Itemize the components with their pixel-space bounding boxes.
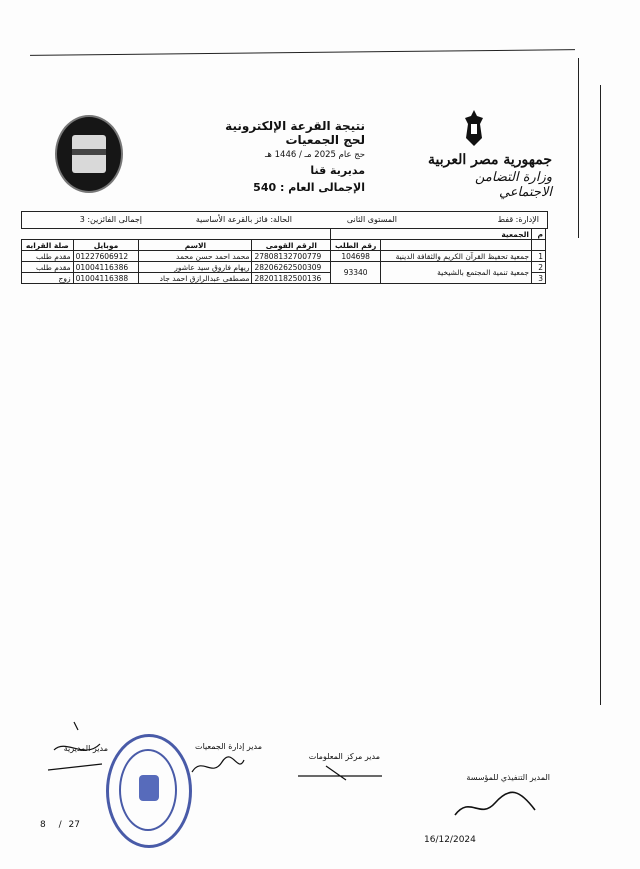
directorate-label: مديرية قنا xyxy=(310,164,365,177)
exec-director-signature xyxy=(450,785,540,825)
row-m: 3 xyxy=(532,273,546,284)
table-header-row-2 xyxy=(22,240,546,251)
col-rel: صلة القرابه xyxy=(22,240,74,251)
eagle-emblem-icon xyxy=(461,108,487,148)
page-title: نتيجة القرعة الإلكترونية لحج الجمعيات xyxy=(225,119,365,147)
col-req: رقم الطلب xyxy=(331,240,381,251)
row-mobile: 01227606912 xyxy=(73,251,139,262)
header-spacer xyxy=(22,229,331,240)
page-total: 27 xyxy=(68,820,80,830)
stamp-eagle-icon xyxy=(139,775,159,801)
page-number: 8 xyxy=(40,820,46,830)
total-line xyxy=(200,181,365,194)
assoc-admin-signature xyxy=(188,752,248,782)
row-mobile: 01004116388 xyxy=(73,273,139,284)
administration-label: الإدارة: قفط xyxy=(497,215,539,224)
col-m: م xyxy=(532,229,546,240)
official-stamp xyxy=(106,734,192,848)
row-rel: مقدم طلب xyxy=(22,251,74,262)
info-strip xyxy=(21,211,548,229)
kaaba-band xyxy=(72,149,106,155)
col-name: الاسم xyxy=(139,240,252,251)
row-name: ريهام فاروق سيد عاشور xyxy=(139,262,252,273)
directorate-manager-label: مدير المديرية xyxy=(63,744,108,753)
total-label: الإجمالى العام : xyxy=(279,181,365,194)
col-mobile: موبايل xyxy=(73,240,139,251)
results-table xyxy=(21,228,546,284)
country-name: جمهورية مصر العربية xyxy=(428,152,552,168)
sheet-edge-right-2 xyxy=(600,85,601,705)
sheet-edge-right xyxy=(578,58,579,238)
row-rel: مقدم طلب xyxy=(22,262,74,273)
info-center-signature xyxy=(296,762,386,782)
row-nid: 28201182500136 xyxy=(252,273,331,284)
row-assoc: جمعية تحفيظ القرآن الكريم والثقافة الدينية xyxy=(381,251,532,262)
page-counter xyxy=(40,820,80,830)
total-value: 540 xyxy=(253,181,277,194)
level-label: المستوى الثانى xyxy=(346,215,397,224)
row-rel: زوج xyxy=(22,273,74,284)
row-assoc: جمعية تنمية المجتمع بالشيخية xyxy=(381,262,532,284)
row-name: مصطفى عبدالرازق احمد جاد xyxy=(139,273,252,284)
row-nid: 28206262500309 xyxy=(252,262,331,273)
info-center-label: مدير مركز المعلومات xyxy=(308,752,380,761)
directorate-manager-signature xyxy=(44,720,104,772)
row-m: 2 xyxy=(532,262,546,273)
status-label: الحالة: فائز بالقرعة الأساسية xyxy=(195,215,292,224)
table-row xyxy=(22,251,546,262)
title-block xyxy=(200,119,365,194)
season-label: حج عام 2025 مـ / 1446 هـ xyxy=(264,150,365,160)
winners-total-label: إجمالى الفائزين: 3 xyxy=(79,215,142,224)
table-header-row-1 xyxy=(22,229,546,240)
row-req: 93340 xyxy=(331,262,381,284)
print-date: 16/12/2024 xyxy=(424,835,476,845)
table-row xyxy=(22,262,546,273)
ministry-name: وزارة التضامن الاجتماعي xyxy=(475,170,552,200)
ministry-header xyxy=(420,152,552,200)
row-req: 104698 xyxy=(331,251,381,262)
row-mobile: 01004116386 xyxy=(73,262,139,273)
row-m: 1 xyxy=(532,251,546,262)
ministry-hajj-logo xyxy=(55,115,123,193)
row-name: محمد احمد حسن محمد xyxy=(139,251,252,262)
exec-director-label: المدير التنفيذي للمؤسسة xyxy=(466,773,550,782)
col-assoc-blank xyxy=(381,240,532,251)
col-assoc: الجمعية xyxy=(331,229,532,240)
col-nid: الرقم القومى xyxy=(252,240,331,251)
row-nid: 27808132700779 xyxy=(252,251,331,262)
assoc-admin-label: مدير إدارة الجمعيات xyxy=(195,742,262,751)
col-m-blank xyxy=(532,240,546,251)
sheet-edge-top xyxy=(30,49,575,56)
page-sep: / xyxy=(58,820,62,830)
